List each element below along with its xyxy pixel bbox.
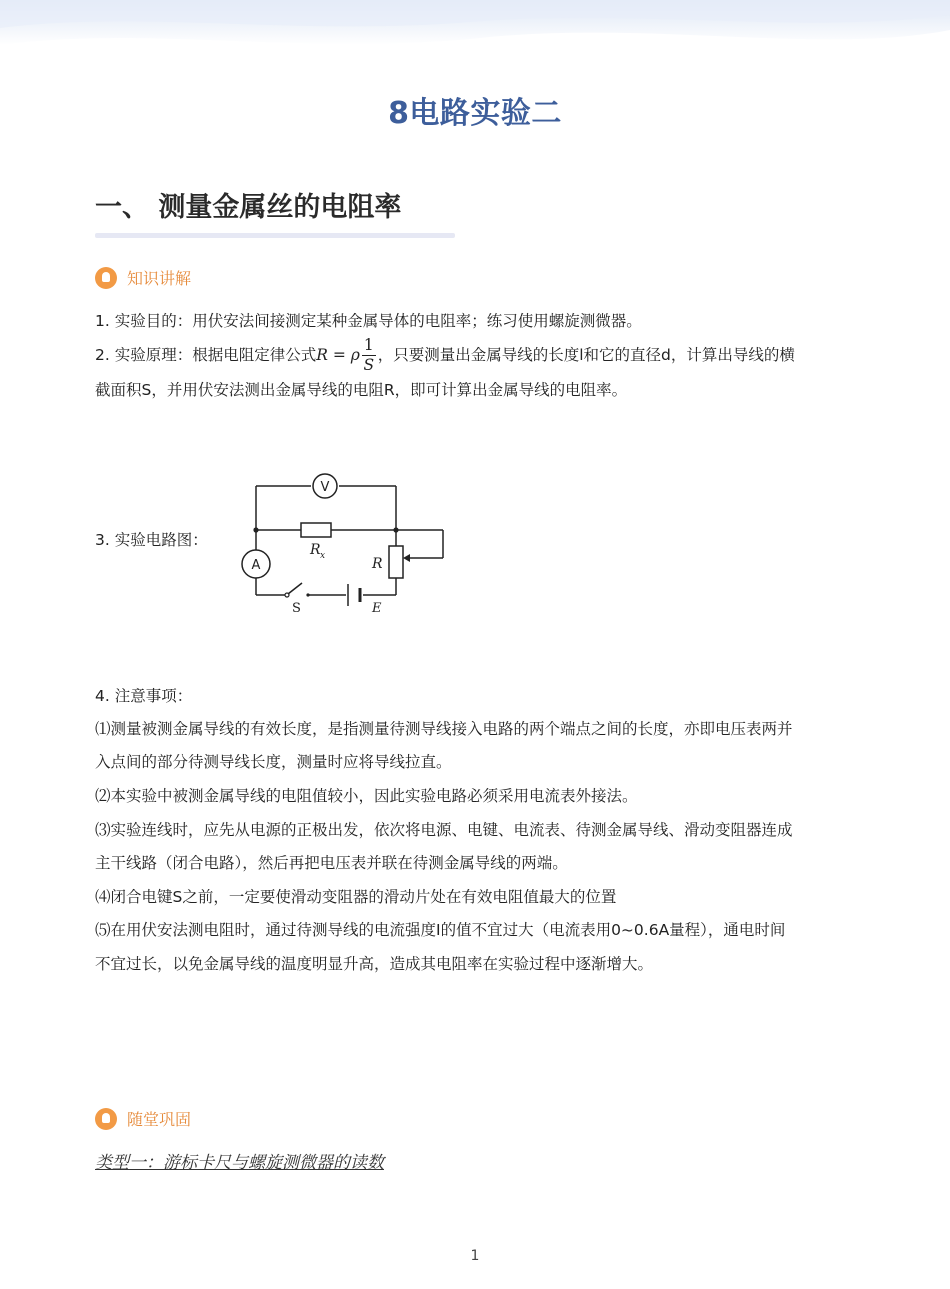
item-principle xyxy=(95,338,860,373)
switch-label: S xyxy=(292,601,301,616)
page-number: 1 xyxy=(470,1248,480,1264)
circuit-diagram xyxy=(238,466,453,621)
rheostat-label: R xyxy=(372,556,383,572)
knowledge-label-row xyxy=(95,266,191,289)
lightbulb-icon xyxy=(95,267,117,289)
note-3-line2: 主干线路（闭合电路），然后再把电压表并联在待测金属导线的两端。 xyxy=(95,854,568,872)
principle-suffix: ，只要测量出金属导线的长度l和它的直径d，计算出导线的横 xyxy=(377,346,795,364)
note-5-line2: 不宜过长，以免金属导线的温度明显升高，造成其电阻率在实验过程中逐渐增大。 xyxy=(95,955,654,973)
ammeter-symbol xyxy=(242,550,270,578)
type1-heading: 类型一：游标卡尺与螺旋测微器的读数 xyxy=(95,1153,384,1173)
note-1-line1: ⑴测量被测金属导线的有效长度，是指测量待测导线接入电路的两个端点之间的长度，亦即电压表两并 xyxy=(95,720,793,738)
formula-denominator: S xyxy=(363,355,375,374)
practice-label-row xyxy=(95,1107,191,1130)
note-5-line1: ⑸在用伏安法测电阻时，通过待测导线的电流强度I的值不宜过大（电流表用0~0.6A量程），通电时间 xyxy=(95,921,786,939)
notes-title: 4. 注意事项： xyxy=(95,687,193,705)
voltmeter-label: V xyxy=(320,480,330,495)
lightbulb-icon xyxy=(95,1108,117,1130)
section-heading: 一、 测量金属丝的电阻率 xyxy=(95,192,402,223)
section-underline xyxy=(95,233,455,238)
formula-fraction xyxy=(362,338,376,373)
battery-label: E xyxy=(372,601,382,616)
note-3-line1: ⑶实验连线时，应先从电源的正极出发，依次将电源、电键、电流表、待测金属导线、滑动变阻器连成 xyxy=(95,821,793,839)
knowledge-label: 知识讲解 xyxy=(127,269,192,288)
practice-label: 随堂巩固 xyxy=(127,1110,192,1129)
item-principle-line2: 截面积S，并用伏安法测出金属导线的电阻R，即可计算出金属导线的电阻率。 xyxy=(95,381,628,399)
voltmeter-symbol xyxy=(313,474,337,498)
header-wave-decoration xyxy=(0,0,950,60)
principle-prefix: 2. 实验原理：根据电阻定律公式 xyxy=(95,346,317,364)
ammeter-label: A xyxy=(251,558,261,573)
note-2: ⑵本实验中被测金属导线的电阻值较小，因此实验电路必须采用电流表外接法。 xyxy=(95,787,638,805)
item-purpose: 1. 实验目的：用伏安法间接测定某种金属导体的电阻率；练习使用螺旋测微器。 xyxy=(95,312,642,330)
junction-dot-left xyxy=(253,527,258,532)
resistor-rx-symbol xyxy=(301,523,331,537)
rx-label: R xyxy=(310,542,321,558)
formula-lhs: R = ρ xyxy=(316,346,360,364)
rheostat-symbol xyxy=(389,546,403,578)
rx-subscript: x xyxy=(320,551,326,561)
rheostat-slider-arrow xyxy=(403,554,410,562)
switch-symbol xyxy=(285,583,310,597)
document-title: 8电路实验二 xyxy=(388,96,562,131)
note-4: ⑷闭合电键S之前，一定要使滑动变阻器的滑动片处在有效电阻值最大的位置 xyxy=(95,888,617,906)
battery-symbol xyxy=(348,584,360,606)
junction-dot-right xyxy=(393,527,398,532)
circuit-label: 3. 实验电路图： xyxy=(95,531,208,549)
note-1-line2: 入点间的部分待测导线长度，测量时应将导线拉直。 xyxy=(95,753,452,771)
formula-numerator: 1 xyxy=(363,336,374,354)
